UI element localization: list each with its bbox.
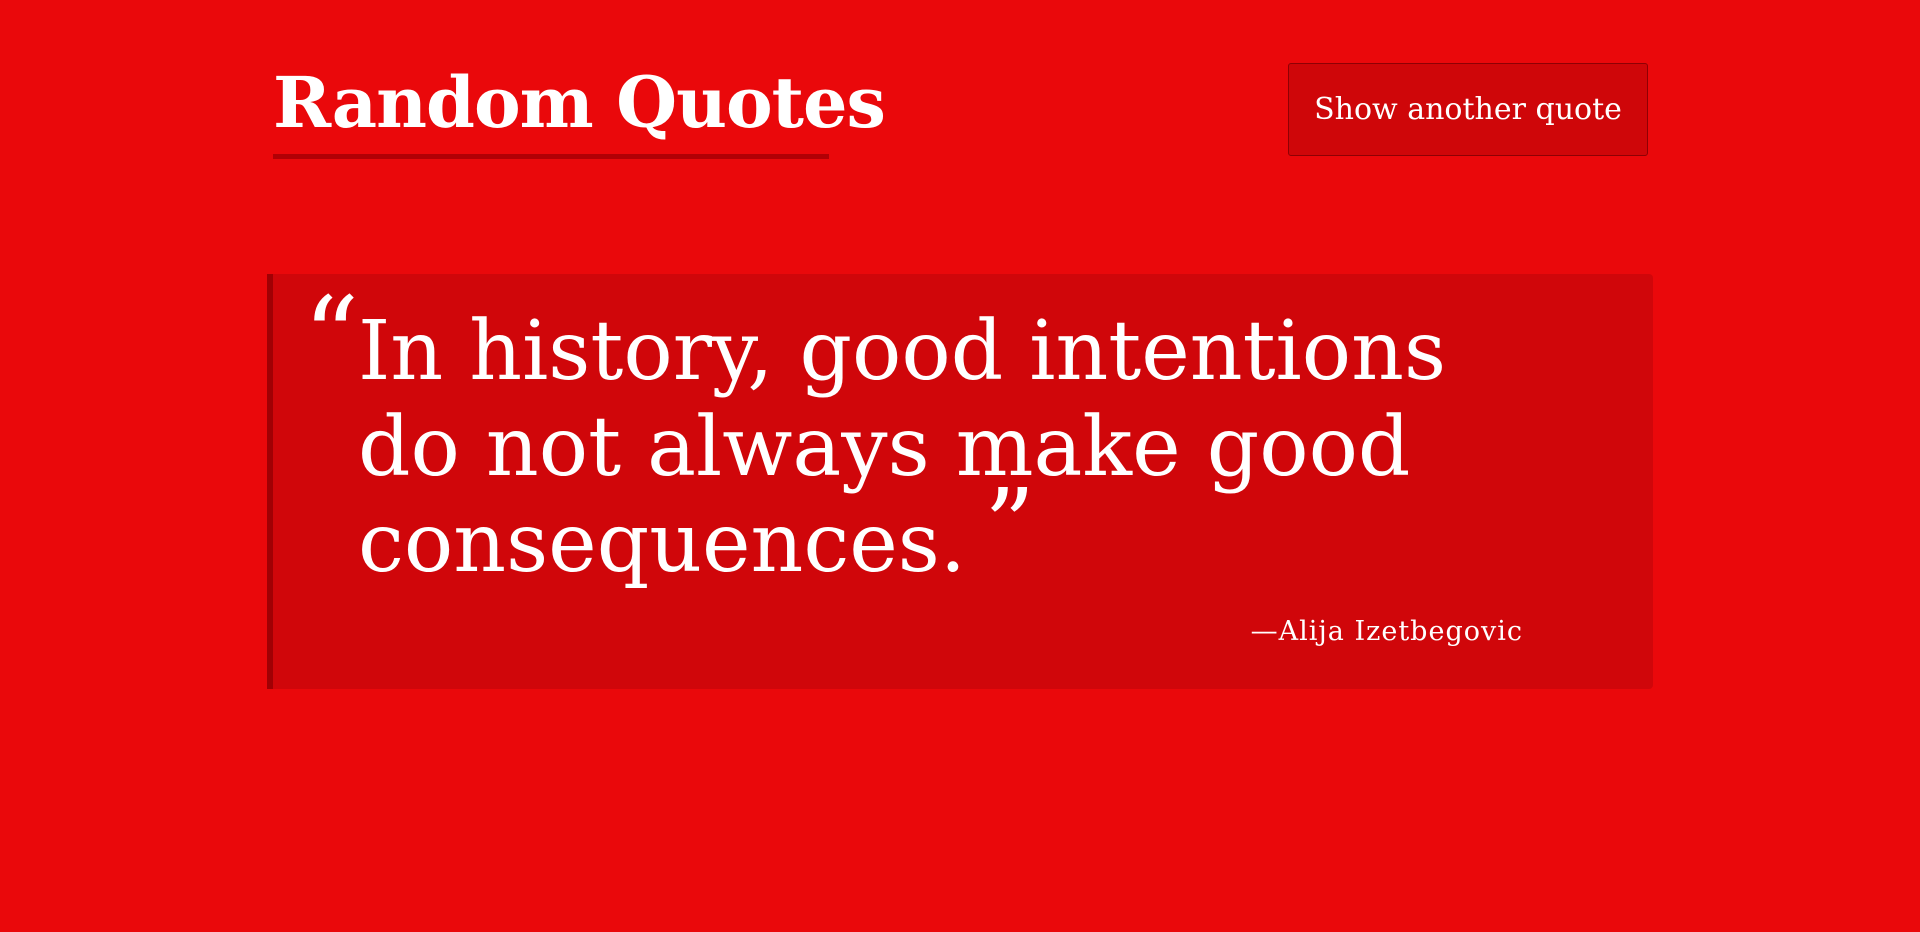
quote-text xyxy=(358,304,1568,592)
quote-author: —Alija Izetbegovic xyxy=(1250,616,1523,647)
quote-body: In history, good intentions do not always make good consequences. xyxy=(358,304,1447,591)
close-quote-icon: ” xyxy=(983,467,1036,584)
page-title: Random Quotes xyxy=(273,61,885,144)
quote-card xyxy=(267,274,1653,689)
open-quote-icon: “ xyxy=(303,273,360,401)
title-underline xyxy=(273,154,829,159)
show-another-quote-button[interactable]: Show another quote xyxy=(1288,63,1648,156)
